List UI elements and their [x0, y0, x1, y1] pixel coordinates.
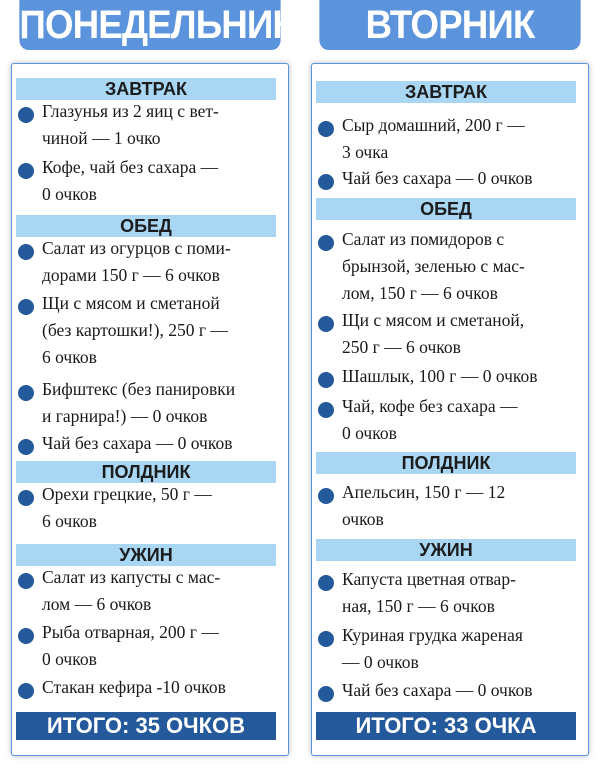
bullet-icon: [18, 107, 34, 123]
menu-item-text: Чай без сахара — 0 очков: [42, 433, 233, 453]
bullet-icon: [318, 372, 334, 388]
day-column-tuesday: [308, 0, 592, 776]
bullet-icon: [318, 686, 334, 702]
menu-item-text: Орехи грецкие, 50 г — 6 очков: [42, 484, 212, 531]
menu-item-text: Куриная грудка жареная — 0 очков: [342, 625, 523, 672]
bullet-icon: [318, 631, 334, 647]
menu-item-text: Рыба отварная, 200 г — 0 очков: [42, 622, 219, 669]
bullet-icon: [18, 385, 34, 401]
menu-item-text: Салат из капусты с мас- лом — 6 очков: [42, 567, 221, 614]
bullet-icon: [318, 174, 334, 190]
bullet-icon: [318, 488, 334, 504]
day-column-monday: [8, 0, 292, 776]
menu-item-text: Салат из огурцов с поми- дорами 150 г — 6 очков: [42, 238, 231, 285]
menu-item-text: Кофе, чай без сахара — 0 очков: [42, 157, 219, 204]
menu-item-text: Салат из помидоров с брынзой, зеленью с мас- лом, 150 г — 6 очков: [342, 229, 525, 303]
menu-item-text: Бифштекс (без панировки и гарнира!) — 0 очков: [42, 379, 236, 426]
bullet-icon: [18, 683, 34, 699]
section-title: ПОЛДНИК: [316, 452, 576, 474]
section-title: ОБЕД: [16, 215, 276, 237]
bullet-icon: [18, 490, 34, 506]
bullet-icon: [318, 235, 334, 251]
day-title: ПОНЕДЕЛЬНИК: [19, 0, 280, 50]
section-title: ОБЕД: [316, 198, 576, 220]
section-title: УЖИН: [316, 539, 576, 561]
bullet-icon: [18, 573, 34, 589]
section-title: ПОЛДНИК: [16, 461, 276, 483]
bullet-icon: [318, 575, 334, 591]
menu-item-text: Щи с мясом и сметаной, 250 г — 6 очков: [342, 310, 525, 357]
menu-item-text: Глазунья из 2 яиц с вет- чиной — 1 очко: [42, 101, 219, 148]
bullet-icon: [18, 628, 34, 644]
bullet-icon: [18, 439, 34, 455]
menu-item-text: Стакан кефира -10 очков: [42, 677, 226, 697]
section-title: УЖИН: [16, 544, 276, 566]
menu-item-text: Сыр домашний, 200 г — 3 очка: [342, 115, 525, 162]
menu-item-text: Капуста цветная отвар- ная, 150 г — 6 очков: [342, 569, 516, 616]
bullet-icon: [18, 163, 34, 179]
menu-item-text: Апельсин, 150 г — 12 очков: [342, 482, 506, 529]
menu-item-text: Чай без сахара — 0 очков: [342, 680, 533, 700]
day-title: ВТОРНИК: [319, 0, 580, 50]
section-title: ЗАВТРАК: [16, 78, 276, 100]
bullet-icon: [318, 402, 334, 418]
bullet-icon: [318, 316, 334, 332]
menu-item-text: Чай, кофе без сахара — 0 очков: [342, 396, 518, 443]
total-bar: ИТОГО: 35 ОЧКОВ: [16, 712, 276, 740]
section-title: ЗАВТРАК: [316, 81, 576, 103]
bullet-icon: [18, 244, 34, 260]
menu-item-text: Щи с мясом и сметаной (без картошки!), 250 г — 6 очков: [42, 293, 228, 367]
total-bar: ИТОГО: 33 ОЧКА: [316, 712, 576, 740]
menu-item-text: Чай без сахара — 0 очков: [342, 168, 533, 188]
menu-item-text: Шашлык, 100 г — 0 очков: [342, 366, 538, 386]
bullet-icon: [18, 299, 34, 315]
bullet-icon: [318, 121, 334, 137]
